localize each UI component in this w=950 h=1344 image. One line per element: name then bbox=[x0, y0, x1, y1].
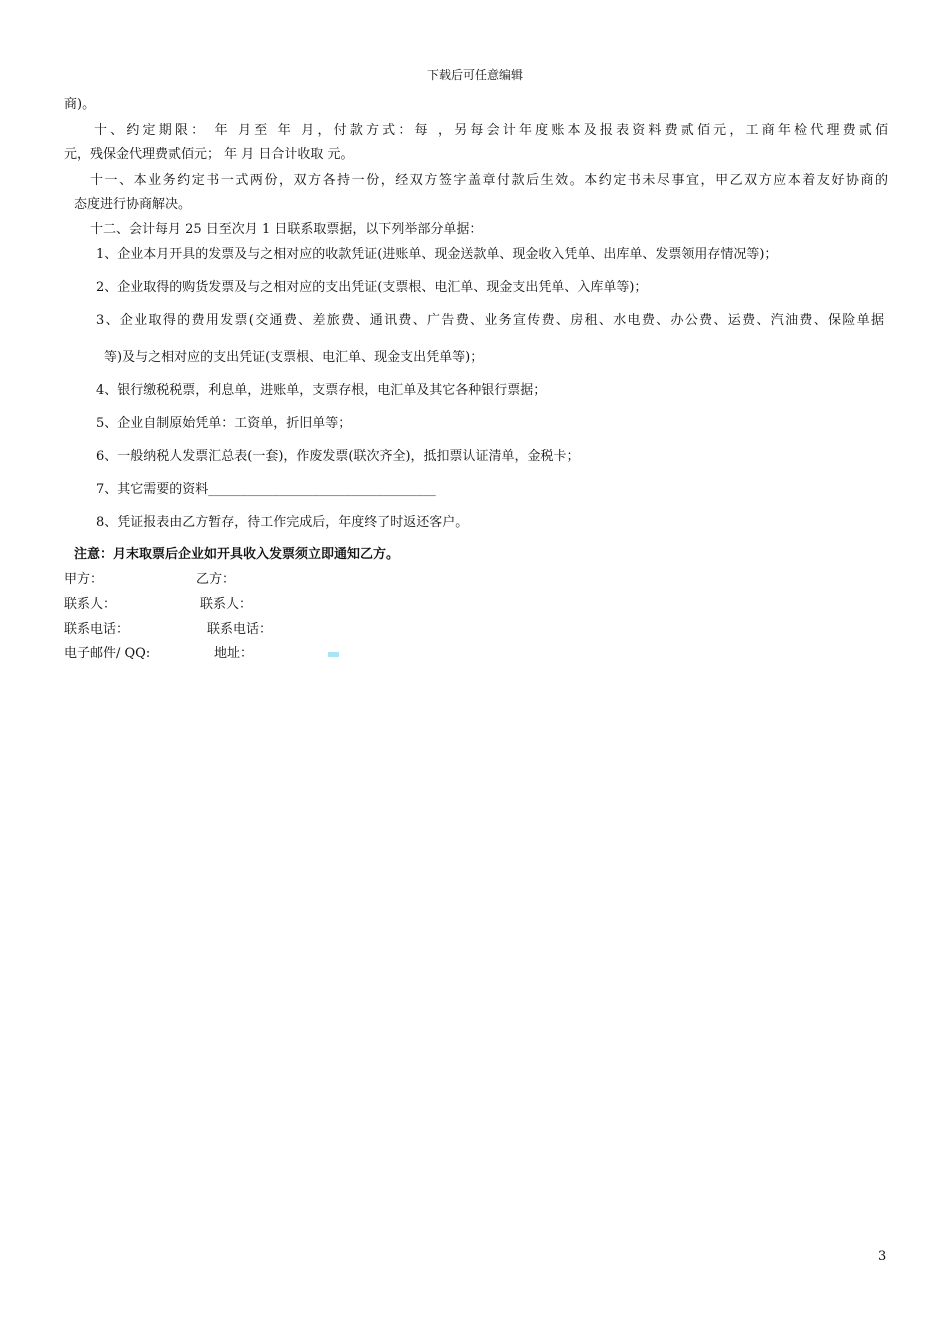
highlight-mark bbox=[328, 652, 339, 657]
email-a-label: 电子邮件/ QQ: bbox=[64, 646, 151, 661]
list-item-2: 2、企业取得的购货发票及与之相对应的支出凭证(支票根、电汇单、现金支出凭单、入库单等)； bbox=[96, 280, 648, 295]
page-header: 下载后可任意编辑 bbox=[426, 68, 523, 82]
address-b-label: 地址： bbox=[214, 646, 254, 661]
list-item-6: 6、一般纳税人发票汇总表(一套)，作废发票(联次齐全)，抵扣票认证清单，金税卡； bbox=[96, 449, 580, 464]
list-item-1: 1、企业本月开具的发票及与之相对应的收款凭证(进账单、现金送款单、现金收入凭单、出库单、发票领用存情况等)； bbox=[96, 247, 778, 262]
clause-11-line-2: 态度进行协商解决。 bbox=[74, 197, 192, 212]
clause-10-line-1: 十、约定期限： 年 月至 年 月，付款方式：每 ，另每会计年度账本及报表资料费贰佰元，工商年检代理费贰佰 bbox=[94, 123, 888, 138]
party-b-label: 乙方： bbox=[196, 572, 236, 587]
clause-10-line-2: 元，残保金代理费贰佰元； 年 月 日合计收取 元。 bbox=[64, 147, 354, 162]
clause-12-intro: 十二、会计每月 25 日至次月 1 日联系取票据，以下列举部分单据： bbox=[90, 222, 483, 237]
list-item-7: 7、其它需要的资料___________________________________ bbox=[96, 482, 436, 497]
list-item-4: 4、银行缴税税票，利息单，进账单，支票存根，电汇单及其它各种银行票据； bbox=[96, 383, 547, 398]
list-item-3-line-1: 3、企业取得的费用发票(交通费、差旅费、通讯费、广告费、业务宣传费、房租、水电费、办公费、运费、汽油费、保险单据 bbox=[96, 313, 884, 328]
page-number: 3 bbox=[878, 1249, 887, 1264]
notice-text: 注意：月末取票后企业如开具收入发票须立即通知乙方。 bbox=[74, 547, 400, 562]
party-a-label: 甲方： bbox=[64, 572, 104, 587]
list-item-5: 5、企业自制原始凭单：工资单，折旧单等； bbox=[96, 416, 352, 431]
contact-b-label: 联系人： bbox=[200, 597, 253, 612]
phone-a-label: 联系电话： bbox=[64, 622, 130, 637]
list-item-3-line-2: 等)及与之相对应的支出凭证(支票根、电汇单、现金支出凭单等)； bbox=[104, 350, 484, 365]
contact-a-label: 联系人： bbox=[64, 597, 117, 612]
clause-11-line-1: 十一、本业务约定书一式两份，双方各持一份，经双方签字盖章付款后生效。本约定书未尽事宜，甲乙双方应本着友好协商的 bbox=[90, 173, 888, 188]
phone-b-label: 联系电话： bbox=[207, 622, 273, 637]
paragraph-continuation: 商)。 bbox=[64, 97, 96, 112]
list-item-8: 8、凭证报表由乙方暂存，待工作完成后，年度终了时返还客户。 bbox=[96, 515, 469, 530]
